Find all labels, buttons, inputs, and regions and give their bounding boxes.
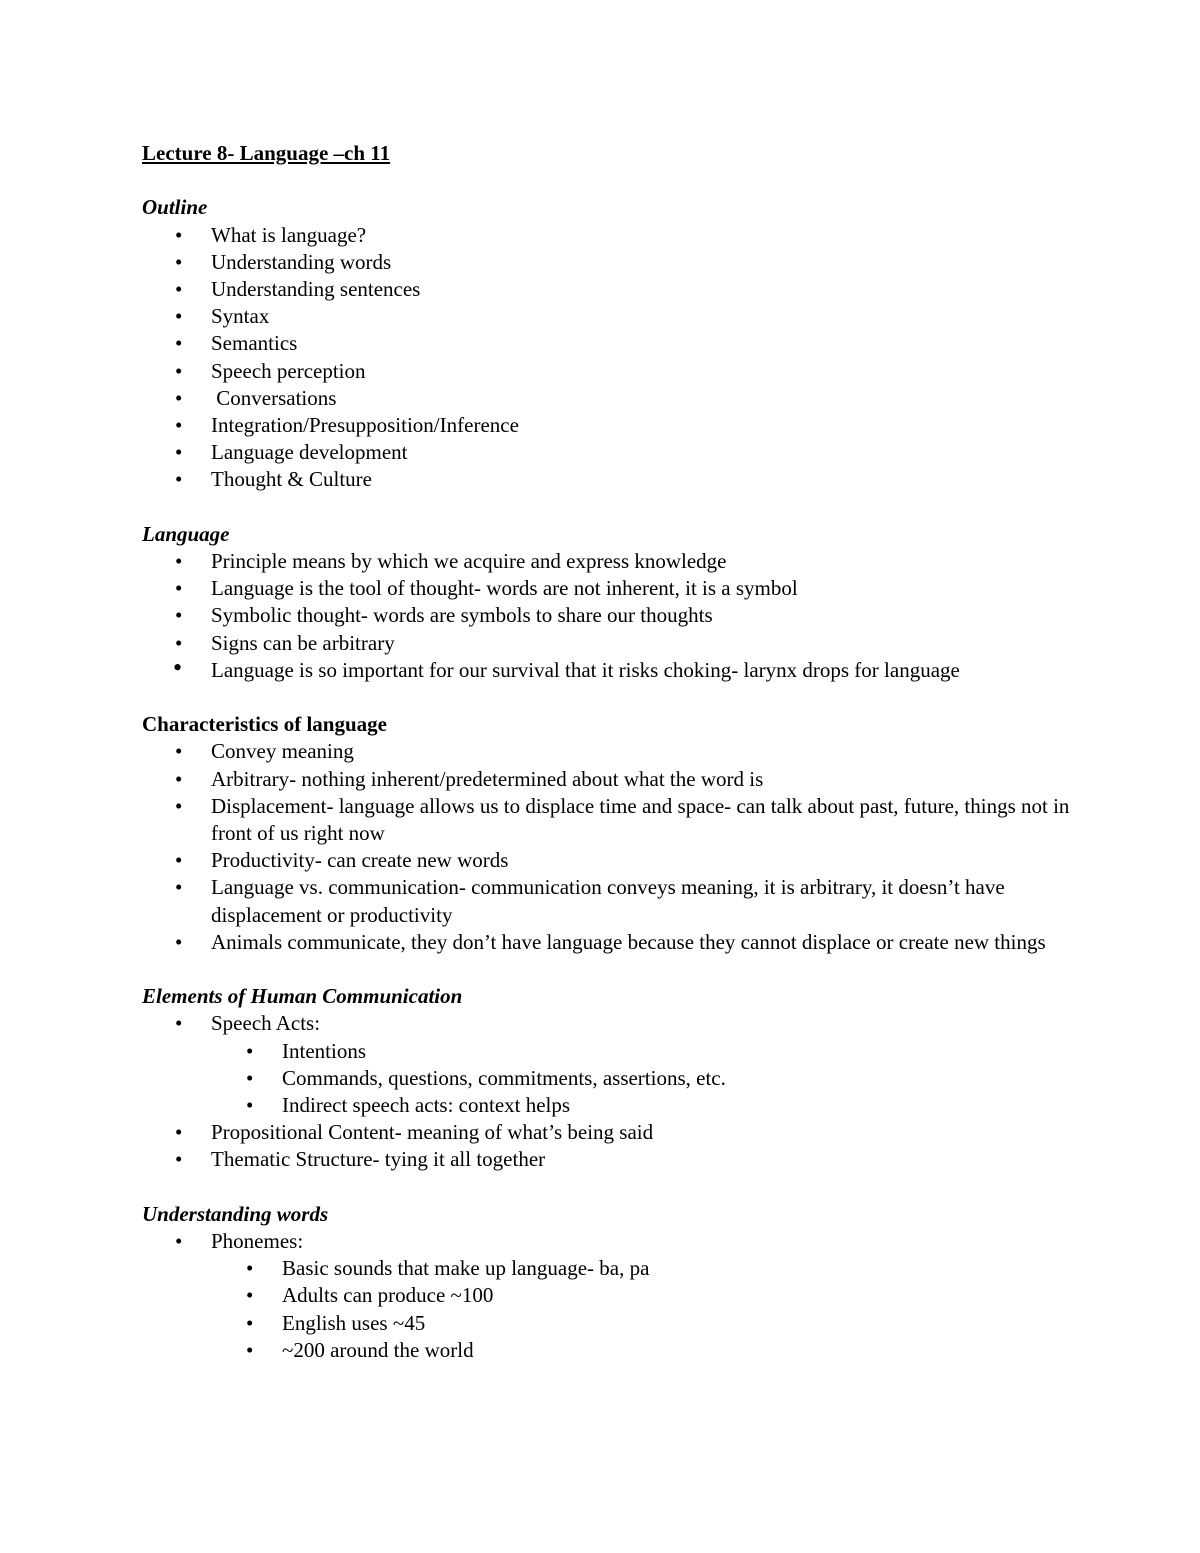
list-item: • Language vs. communication- communication conveys meaning, it is arbitrary, it doesn’t have displacement or productivity [175,875,1005,927]
list-item: • Basic sounds that make up language- ba, pa [142,1255,1082,1282]
bullet-icon: • [175,603,183,628]
list-item: • Adults can produce ~100 [142,1282,1082,1309]
elements-list [142,1010,1082,1037]
understanding-words-heading: Understanding words [142,1201,329,1226]
language-list [142,548,1082,684]
list-item: • Symbolic thought- words are symbols to share our thoughts [142,602,1082,629]
bullet-icon: • [175,222,183,247]
list-item: • Signs can be arbitrary [142,630,1082,657]
bullet-icon: • [175,331,183,356]
list-item: • Understanding words [142,249,1082,276]
bullet-icon: • [246,1337,254,1362]
spacer [142,494,1082,521]
list-item: • Displacement- language allows us to displace time and space- can talk about past, future, things not in front of us right now [175,793,1070,846]
speech-acts-sublist [142,1038,1082,1120]
bullet-icon: • [173,652,183,682]
list-item: • Intentions [142,1038,1082,1065]
list-item: • Language is so important for our survival that it risks choking- larynx drops for language [173,652,960,682]
list-item: • What is language? [142,222,1082,249]
bullet-icon: • [175,1147,183,1172]
list-item: • ~200 around the world [142,1337,1082,1364]
characteristics-list [142,738,1082,956]
bullet-icon: • [175,549,183,574]
list-item: • Indirect speech acts: context helps [142,1092,1082,1119]
document-title: Lecture 8- Language –ch 11 [142,141,391,165]
bullet-icon: • [175,304,183,329]
list-item: • Speech perception [142,358,1082,385]
language-heading: Language [142,521,230,546]
bullet-icon: • [175,739,183,764]
bullet-icon: • [246,1093,254,1118]
outline-list [142,222,1082,494]
bullet-icon: • [175,413,183,438]
list-item: • Understanding sentences [142,276,1082,303]
list-item: • Commands, questions, commitments, assertions, etc. [142,1065,1082,1092]
bullet-icon: • [175,249,183,274]
bullet-icon: • [175,277,183,301]
list-item: • Thought & Culture [142,466,1082,493]
list-item: • Semantics [142,330,1082,357]
bullet-icon: • [175,848,183,873]
elements-heading: Elements of Human Communication [142,984,463,1009]
bullet-icon: • [175,793,183,818]
bullet-icon: • [175,766,183,791]
bullet-icon: • [175,875,183,900]
outline-heading: Outline [142,195,208,220]
list-item: • Conversations [142,385,1082,412]
document-page [142,140,1082,1364]
list-item: • Speech Acts: [142,1010,1082,1037]
bullet-icon: • [246,1256,254,1281]
elements-list-continued [142,1119,1082,1173]
bullet-icon: • [175,385,183,410]
characteristics-heading: Characteristics of language [142,712,387,737]
list-item: • Thematic Structure- tying it all together [142,1146,1082,1173]
spacer [142,956,1082,983]
understanding-words-list [142,1228,1082,1255]
bullet-icon: • [175,440,183,465]
bullet-icon: • [175,576,183,601]
list-item: • Language is the tool of thought- words are not inherent, it is a symbol [142,575,1082,602]
list-item: • Language development [142,439,1082,466]
list-item: • Arbitrary- nothing inherent/predetermined about what the word is [142,766,1082,793]
bullet-icon: • [175,1229,183,1254]
phonemes-sublist [142,1255,1082,1364]
list-item: • Principle means by which we acquire and express knowledge [142,548,1082,575]
spacer [142,1174,1082,1201]
list-item: • Integration/Presupposition/Inference [142,412,1082,439]
bullet-icon: • [175,929,183,954]
spacer [142,684,1082,711]
spacer [142,167,1082,194]
bullet-icon: • [175,1120,183,1145]
bullet-icon: • [246,1310,254,1335]
bullet-icon: • [175,630,183,655]
list-item: • Productivity- can create new words [142,847,1082,874]
list-item: • English uses ~45 [142,1310,1082,1337]
bullet-icon: • [175,467,183,492]
bullet-icon: • [246,1283,254,1308]
bullet-icon: • [175,358,183,383]
bullet-icon: • [246,1065,254,1090]
bullet-icon: • [246,1038,254,1063]
list-item: • Convey meaning [142,738,1082,765]
list-item: • Syntax [142,303,1082,330]
bullet-icon: • [175,1011,183,1036]
list-item: • Propositional Content- meaning of what’s being said [142,1119,1082,1146]
list-item: • Phonemes: [142,1228,1082,1255]
list-item: • Animals communicate, they don’t have language because they cannot displace or create new things [142,929,1082,956]
